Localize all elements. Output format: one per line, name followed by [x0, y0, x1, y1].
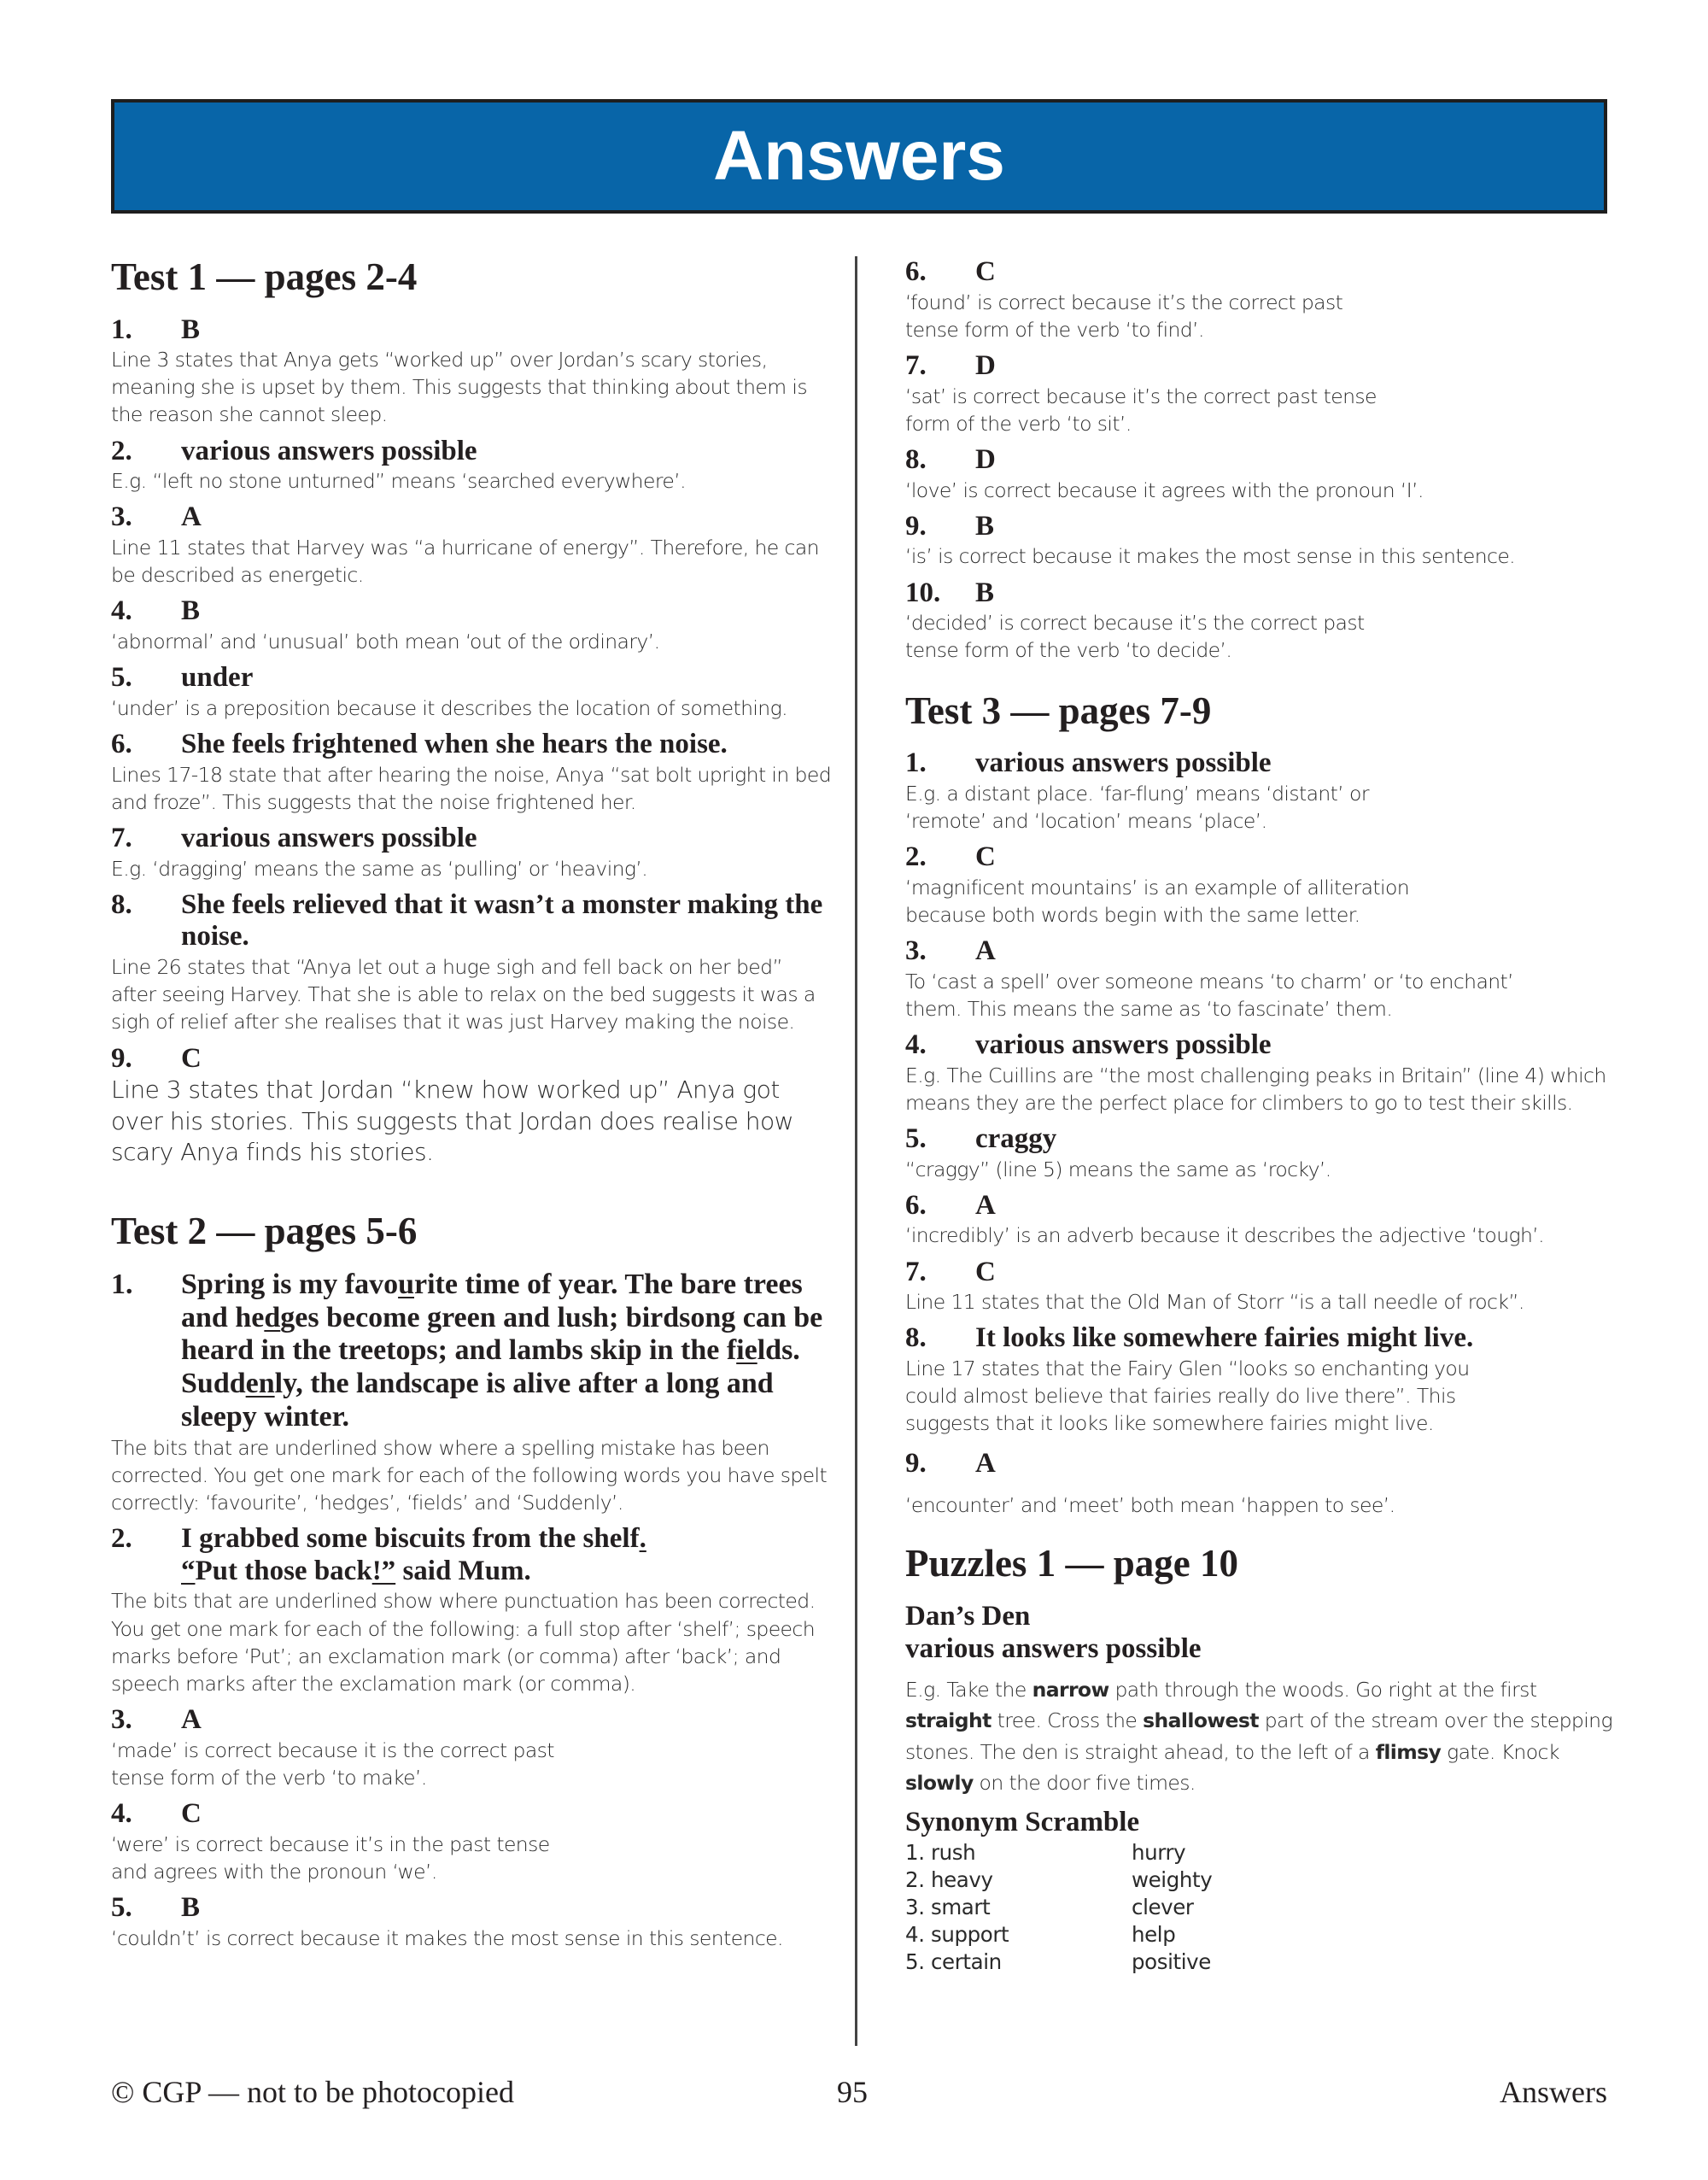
answer-text: D: [975, 443, 996, 475]
answer-explanation: ‘incredibly’ is an adverb because it describes the adjective ‘tough’.: [905, 1223, 1545, 1248]
test2-answers-continued: [905, 256, 1623, 665]
footer-page-number: 95: [837, 2075, 868, 2109]
answer-item: [905, 1322, 1623, 1437]
answer-explanation: Line 11 states that the Old Man of Storr “is a tall needle of rock”.: [905, 1290, 1524, 1315]
answer-explanation: The bits that are underlined show where a spelling mistake has been corrected. You get one mark for each of the following words you have spelt correctly: ‘favourite’, ‘hedges’, ‘fields’ and ‘Suddenly’.: [111, 1435, 828, 1515]
answer-item: [111, 501, 833, 589]
test2-answers: [111, 1269, 833, 1952]
answer-text: various answers possible: [181, 823, 477, 854]
synonym-scramble-section: [905, 1807, 1623, 1975]
answer-text: B: [181, 1892, 201, 1924]
answer-text: craggy: [975, 1122, 1057, 1154]
answer-explanation: ‘sat’ is correct because it’s the correct past tense form of the verb ‘to sit’.: [905, 384, 1377, 436]
answer-text: D: [975, 349, 996, 381]
answer-item: [905, 1123, 1623, 1183]
answer-text: C: [181, 1042, 202, 1074]
answer-text: A: [975, 1189, 996, 1221]
answer-item: [111, 314, 833, 429]
answer-number: 5.: [905, 1122, 927, 1154]
footer-section: Answers: [1500, 2075, 1607, 2109]
page-title: Answers: [713, 117, 1005, 195]
answer-item: [111, 1798, 833, 1885]
answer-number: 4.: [111, 595, 132, 627]
correction-underline: ie: [736, 1334, 757, 1367]
answer-number: 1.: [905, 747, 927, 779]
synonym-word: 5. certain: [905, 1949, 1002, 1974]
synonym-table: [905, 1839, 1623, 1975]
correction-underline: d: [264, 1301, 281, 1333]
answer-text: B: [181, 314, 201, 345]
answer-number: 8.: [905, 443, 927, 475]
answer-explanation: ‘abnormal’ and ‘unusual’ both mean ‘out of the ordinary’.: [111, 630, 660, 654]
answer-item: [111, 1704, 833, 1791]
right-column: [905, 256, 1623, 1976]
answer-number: 5.: [111, 1892, 132, 1924]
answer-explanation: ‘found’ is correct because it’s the correct past tense form of the verb ‘to find’.: [905, 290, 1343, 342]
answer-text: various answers possible: [975, 747, 1272, 779]
dans-den-title: Dan’s Den: [905, 1600, 1031, 1632]
answer-item: [111, 823, 833, 882]
answer-explanation: The bits that are underlined show where punctuation has been corrected. You get one mark for each of the following: a full stop after ‘shelf’; speech marks before ‘Put’; an exclamation mark (or comma) after ‘back’; and speech marks after the exclamation mark (or comma).: [111, 1589, 816, 1696]
answer-number: 5.: [111, 662, 132, 694]
answer-text: A: [975, 935, 996, 967]
answer-number: 7.: [111, 823, 132, 854]
test3-answers: [905, 747, 1623, 1519]
page-banner: [111, 99, 1607, 214]
answer-explanation: ‘under’ is a preposition because it describes the location of something.: [111, 695, 787, 720]
answer-text: B: [181, 595, 201, 627]
answer-number: 9.: [905, 510, 927, 542]
answer-explanation: “craggy” (line 5) means the same as ‘rocky’.: [905, 1157, 1331, 1181]
correction-underline: “: [181, 1555, 196, 1586]
answer-text: It looks like somewhere fairies might live.: [975, 1322, 1474, 1354]
answer-explanation: ‘is’ is correct because it makes the most sense in this sentence.: [905, 544, 1516, 569]
synonym-match: help: [1132, 1921, 1176, 1947]
answer-number: 10.: [905, 577, 941, 608]
answer-explanation: Lines 17-18 state that after hearing the noise, Anya “sat bolt upright in bed and froze”. This suggests that the noise frightened her.: [111, 762, 832, 814]
answer-item: [905, 577, 1623, 665]
test3-heading: Test 3 — pages 7-9: [905, 689, 1212, 732]
footer-copyright: © CGP — not to be photocopied: [111, 2075, 514, 2109]
answer-explanation: ‘encounter’ and ‘meet’ both mean ‘happen to see’.: [905, 1493, 1395, 1518]
answer-explanation: Line 3 states that Jordan “knew how worked up” Anya got over his stories. This suggests that Jordan does realise how scary Anya finds his stories.: [111, 1075, 793, 1166]
answer-item: [905, 1448, 1623, 1520]
answer-number: 4.: [111, 1798, 132, 1830]
answer-text: B: [975, 510, 995, 542]
answer-explanation: ‘were’ is correct because it’s in the past tense and agrees with the pronoun ‘we’.: [111, 1831, 550, 1884]
synonym-word: 2. heavy: [905, 1867, 993, 1893]
answer-item: [111, 1043, 833, 1169]
answer-number: 6.: [905, 256, 927, 287]
answer-number: 1.: [111, 314, 132, 345]
dans-den-answer: E.g. Take the narrow path through the woods. Go right at the first straight tree. Cross the shallowest part of the stream over the stepping stones. The den is straight ahead, to the left of a flimsy gate. Knock slowly on the door five times.: [905, 1677, 1612, 1795]
correction-underline: !”: [371, 1555, 396, 1586]
left-column: [111, 256, 833, 1959]
test1-heading: Test 1 — pages 2-4: [111, 255, 418, 298]
column-divider: [855, 256, 857, 2046]
dans-den-section: [905, 1601, 1623, 1799]
answer-text: A: [181, 1704, 202, 1736]
answer-number: 8.: [111, 888, 132, 920]
answer-number: 8.: [905, 1322, 927, 1354]
synonym-word: 1. rush: [905, 1840, 976, 1866]
answer-item: [111, 1892, 833, 1952]
answer-text: C: [975, 1256, 996, 1287]
synonym-scramble-title: Synonym Scramble: [905, 1807, 1140, 1838]
answer-item: [111, 436, 833, 495]
answer-explanation: E.g. a distant place. ‘far-flung’ means ‘distant’ or ‘remote’ and ‘location’ means ‘place’.: [905, 781, 1369, 833]
answer-text: various answers possible: [975, 1029, 1272, 1060]
correction-underline: .: [639, 1523, 646, 1555]
synonym-word: 4. support: [905, 1921, 1009, 1947]
answer-explanation: E.g. “left no stone unturned” means ‘searched everywhere’.: [111, 469, 686, 494]
answer-explanation: ‘made’ is correct because it is the correct past tense form of the verb ‘to make’.: [111, 1738, 554, 1790]
test2-heading: Test 2 — pages 5-6: [111, 1210, 418, 1253]
answer-item: [905, 1029, 1623, 1116]
synonym-word: 3. smart: [905, 1895, 991, 1920]
answer-item: [111, 889, 833, 1036]
answer-number: 3.: [111, 501, 132, 533]
answer-number: 1.: [111, 1268, 133, 1300]
answer-item: [111, 729, 833, 816]
answer-item: [905, 841, 1623, 929]
synonym-match: hurry: [1132, 1840, 1186, 1866]
answer-text: Spring is my favourite time of year. The bare trees and hedges become green and lush; birdsong can be heard in the treetops; and lambs skip in the fields. Suddenly, the landscape is alive after a long and sleepy winter.: [181, 1268, 823, 1433]
answer-item: [111, 595, 833, 655]
answer-explanation: Line 26 states that “Anya let out a huge sigh and fell back on her bed” after seeing Harvey. That she is able to relax on the bed suggests it was a sigh of relief after she realises that it was just Harvey making the noise.: [111, 955, 816, 1034]
answer-number: 3.: [905, 935, 927, 967]
answer-item: [111, 1523, 833, 1697]
answer-explanation: E.g. The Cuillins are “the most challenging peaks in Britain” (line 4) which means they are the perfect place for climbers to go to test their skills.: [905, 1063, 1606, 1115]
correction-underline: u: [398, 1268, 415, 1300]
answer-number: 6.: [111, 729, 132, 760]
answer-number: 4.: [905, 1029, 927, 1060]
puzzles-heading: Puzzles 1 — page 10: [905, 1542, 1238, 1585]
answer-text: She feels frightened when she hears the noise.: [181, 729, 728, 760]
answer-text: A: [975, 1447, 996, 1479]
synonym-match: positive: [1132, 1949, 1211, 1974]
answer-text: various answers possible: [181, 435, 477, 466]
answer-number: 9.: [905, 1447, 927, 1479]
answer-number: 3.: [111, 1704, 132, 1736]
answer-number: 2.: [111, 435, 132, 466]
answer-item: [111, 662, 833, 722]
answer-number: 6.: [905, 1189, 927, 1221]
answer-number: 2.: [905, 841, 927, 873]
answer-item: [905, 511, 1623, 571]
answer-item: [905, 350, 1623, 437]
answer-item: [905, 747, 1623, 835]
answer-item: [111, 1269, 833, 1516]
answer-explanation: ‘magnificent mountains’ is an example of alliteration because both words begin with the same letter.: [905, 875, 1410, 927]
answer-text: under: [181, 662, 254, 694]
answer-item: [905, 1257, 1623, 1316]
dans-den-subtitle: various answers possible: [905, 1632, 1202, 1664]
answer-text: C: [975, 841, 996, 873]
correction-underline: en: [245, 1368, 275, 1400]
answer-explanation: To ‘cast a spell’ over someone means ‘to charm’ or ‘to enchant’ them. This means the same as ‘to fascinate’ them.: [905, 969, 1514, 1021]
answer-number: 9.: [111, 1042, 132, 1074]
answer-explanation: E.g. ‘dragging’ means the same as ‘pulling’ or ‘heaving’.: [111, 856, 648, 881]
answer-explanation: Line 17 states that the Fairy Glen “looks so enchanting you could almost believe that fairies really do live there”. This suggests that it looks like somewhere fairies might live.: [905, 1356, 1470, 1436]
answer-number: 7.: [905, 1256, 927, 1287]
answer-explanation: ‘couldn’t’ is correct because it makes the most sense in this sentence.: [111, 1925, 783, 1950]
answer-number: 7.: [905, 349, 927, 381]
answer-text: C: [975, 256, 996, 287]
answer-item: [905, 1190, 1623, 1250]
answer-explanation: ‘decided’ is correct because it’s the correct past tense form of the verb ‘to decide’.: [905, 611, 1365, 663]
answer-text: I grabbed some biscuits from the shelf. “Put those back!” said Mum.: [181, 1523, 646, 1586]
answer-explanation: ‘love’ is correct because it agrees with the pronoun ‘I’.: [905, 478, 1424, 502]
answer-number: 2.: [111, 1523, 132, 1555]
answer-item: [905, 935, 1623, 1023]
test1-answers: [111, 314, 833, 1169]
answer-explanation: Line 3 states that Anya gets “worked up” over Jordan’s scary stories, meaning she is upset by them. This suggests that thinking about them is the reason she cannot sleep.: [111, 348, 808, 427]
answer-item: [905, 444, 1623, 504]
answer-explanation: Line 11 states that Harvey was “a hurricane of energy”. Therefore, he can be described as energetic.: [111, 536, 819, 588]
answer-item: [905, 256, 1623, 343]
synonym-match: clever: [1132, 1895, 1194, 1920]
answer-text: B: [975, 577, 995, 608]
answer-text: C: [181, 1798, 202, 1830]
synonym-match: weighty: [1132, 1867, 1213, 1893]
answer-text: A: [181, 501, 202, 533]
answer-text: She feels relieved that it wasn’t a monster making the noise.: [181, 888, 823, 952]
